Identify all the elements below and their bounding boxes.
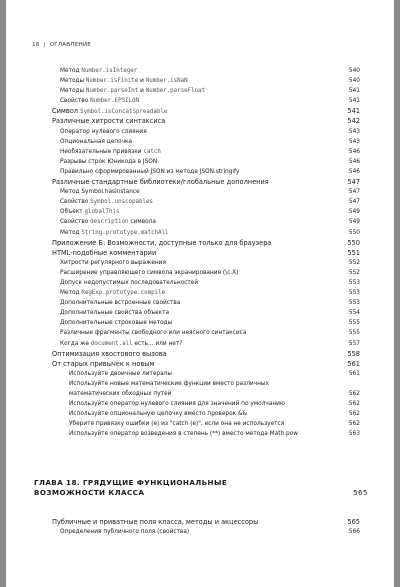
toc-entry-page: 550	[347, 238, 360, 247]
text-fragment: Дополнительные встроенные свойства	[60, 300, 181, 307]
toc-entry-title	[52, 517, 258, 527]
text-fragment: Методы	[60, 88, 86, 95]
toc-entry	[6, 278, 394, 288]
toc-entry-title	[52, 177, 269, 187]
text-fragment: Различные стандартные библиотеки/глобальные дополнения	[52, 178, 269, 187]
toc-entry-title	[52, 349, 167, 359]
toc-entry-page: 562	[348, 421, 360, 428]
toc-entry	[6, 157, 394, 167]
toc-entry	[6, 197, 394, 207]
text-fragment: Метод	[60, 68, 82, 74]
toc-entry	[6, 318, 394, 328]
toc-entry-page: 563	[348, 431, 360, 438]
toc-entry-title	[52, 238, 271, 248]
code-fragment: globalThis	[84, 209, 120, 216]
toc-entry-page: 555	[348, 320, 360, 327]
text-fragment: и	[138, 88, 146, 95]
toc-entry	[6, 419, 394, 429]
text-fragment: Публичные и приватные поля класса, методы и акцессоры	[52, 518, 259, 526]
toc-entry	[6, 147, 394, 157]
toc-entry-page: 562	[348, 411, 360, 418]
toc-entry-title	[60, 86, 205, 96]
toc-entry	[6, 349, 394, 359]
toc-entry-page: 551	[347, 248, 360, 257]
toc-entry	[6, 86, 394, 96]
toc-entry-title	[69, 409, 247, 419]
text-fragment: Дополнительные свойства объекта	[60, 310, 170, 317]
toc-entry	[6, 298, 394, 308]
toc-entry-title	[60, 318, 172, 328]
text-fragment: Уберите привязку ошибки (e) из "catch (e)", если она не используется	[69, 421, 285, 428]
chapter-heading	[34, 478, 374, 498]
toc-entry-page: 553	[348, 300, 360, 307]
toc-entry-page: 562	[348, 401, 360, 408]
text-fragment: Опциональная цепочка	[60, 138, 133, 145]
toc-entry-page: 541	[347, 107, 360, 116]
toc-entry-page: 565	[347, 518, 360, 526]
code-fragment: catch	[143, 148, 161, 155]
text-fragment: Метод Symbol.hasInstance	[60, 189, 140, 196]
code-fragment: String.prototype.matchAll	[81, 229, 169, 236]
text-fragment: Используйте опциональную цепочку вместо проверок &&	[69, 411, 248, 418]
text-fragment: Объект	[60, 209, 85, 216]
toc-entry-page: 549	[348, 219, 360, 226]
book-page	[6, 0, 394, 587]
toc-entry-page: 566	[348, 529, 360, 536]
toc-entry-title	[60, 278, 198, 288]
code-fragment: Number.isNaN	[145, 78, 188, 85]
toc-entry	[6, 339, 394, 349]
toc-entry-title	[60, 76, 188, 86]
text-fragment: Дополнительные строковые методы	[60, 320, 173, 327]
toc-list	[6, 66, 394, 439]
header-page-number: 18	[32, 42, 40, 48]
toc-entry-page: 554	[348, 310, 360, 317]
toc-entry-title	[69, 419, 284, 429]
toc-entry	[6, 238, 394, 248]
toc-entry	[6, 137, 394, 147]
text-fragment: Необязательные привязки	[60, 148, 144, 155]
header-separator: |	[43, 42, 46, 48]
toc-entry-page: 547	[347, 178, 360, 187]
toc-entry	[6, 399, 394, 409]
toc-entry	[6, 96, 394, 106]
chapter-page-number: 565	[353, 488, 368, 497]
text-fragment: Свойство	[60, 199, 91, 206]
toc-entry-title	[60, 288, 165, 298]
toc-entry	[6, 288, 394, 298]
toc-entry-title	[60, 217, 156, 227]
toc-entry-page: 561	[347, 359, 360, 368]
toc-entry	[6, 217, 394, 227]
toc-entry	[6, 369, 394, 379]
text-fragment: Правильно сформированный JSON из метода JSON.stringify	[60, 168, 240, 175]
toc-entry	[6, 517, 394, 527]
toc-entry-page: 552	[348, 269, 360, 276]
text-fragment: Хитрости регулярного выражения	[60, 259, 166, 266]
toc-entry-page: 541	[348, 88, 360, 95]
text-fragment: Используйте оператор нулевого слияния для значений по умолчанию	[69, 401, 285, 408]
toc-entry-title	[60, 147, 161, 157]
text-fragment: Различные хитрости синтаксиса	[52, 117, 166, 126]
text-fragment: HTML-подобные комментарии	[52, 248, 157, 257]
toc-entry-title	[52, 248, 156, 258]
toc-entry-title	[60, 258, 166, 268]
toc-entry-title	[60, 127, 147, 137]
text-fragment: Метод	[60, 290, 82, 297]
toc-entry	[6, 66, 394, 76]
toc-entry-page: 557	[348, 340, 360, 347]
toc-entry	[6, 116, 394, 126]
toc-entry	[6, 379, 394, 389]
toc-entry	[6, 429, 394, 439]
text-fragment: Когда же	[60, 340, 91, 347]
running-head	[32, 42, 91, 48]
toc-entry-title	[60, 96, 139, 106]
toc-entry-title	[52, 116, 165, 126]
code-fragment: Number.parseFloat	[145, 88, 206, 95]
toc-entry-page: 542	[347, 117, 360, 126]
toc-entry-page: 550	[348, 229, 360, 236]
toc-entry-title	[60, 197, 153, 207]
toc-entry-page: 543	[348, 128, 360, 135]
toc-entry-page: 546	[348, 148, 360, 155]
toc-entry-title	[60, 339, 182, 349]
toc-entry-title	[69, 379, 269, 389]
toc-entry	[6, 228, 394, 238]
toc-entry	[6, 409, 394, 419]
toc-entry-title	[69, 369, 172, 379]
text-fragment: Свойство	[60, 219, 91, 226]
toc-entry-title	[69, 389, 171, 399]
toc-entry-title	[69, 399, 285, 409]
text-fragment: Метод	[60, 229, 82, 236]
code-fragment: Number.parseInt	[85, 88, 139, 95]
text-fragment: Приложение Б: Возможности, доступные только для браузера	[52, 238, 272, 247]
text-fragment: Используйте двоичные литералы	[69, 370, 172, 377]
toc-entry	[6, 207, 394, 217]
toc-entry-page: 552	[348, 259, 360, 266]
toc-entry-title	[60, 157, 157, 167]
toc-entry-page: 546	[348, 158, 360, 165]
text-fragment: символа	[128, 219, 156, 226]
text-fragment: Методы	[60, 78, 86, 85]
text-fragment: Свойство	[60, 98, 91, 105]
toc-entry-title	[60, 527, 189, 537]
toc-entry	[6, 359, 394, 369]
toc-entry-page: 540	[348, 78, 360, 85]
toc-entry-title	[60, 268, 238, 278]
toc-entry	[6, 177, 394, 187]
text-fragment: Разрывы строк Юникода в JSON	[60, 158, 158, 165]
toc-entry	[6, 76, 394, 86]
toc-entry-title	[60, 298, 180, 308]
text-fragment: математических обходных путей	[69, 391, 172, 397]
toc-entry	[6, 308, 394, 318]
toc-entry	[6, 187, 394, 197]
chapter-title-line2: ВОЗМОЖНОСТИ КЛАССА	[34, 488, 145, 497]
toc-entry-page: 553	[348, 279, 360, 286]
toc-entry	[6, 127, 394, 137]
toc-entry	[6, 167, 394, 177]
toc-entry-title	[60, 187, 140, 197]
text-fragment: Оптимизация хвостового вызова	[52, 349, 167, 358]
text-fragment: Используйте оператор возведения в степень (**) вместо метода Math.pow	[69, 431, 298, 438]
toc-entry-page: 543	[348, 138, 360, 145]
code-fragment: document.all	[90, 340, 133, 347]
code-fragment: Number.isInteger	[81, 68, 138, 74]
toc-entry	[6, 258, 394, 268]
text-fragment: Допуск недопустимых последовательностей	[60, 279, 199, 286]
toc-entry-page: 558	[347, 349, 360, 358]
toc-entry	[6, 248, 394, 258]
toc-entry-page: 541	[348, 98, 360, 105]
text-fragment: От старых привычек к новым	[52, 359, 155, 368]
text-fragment: Различные фрагменты свободного или неясного синтаксиса	[60, 330, 247, 337]
toc-entry-title	[52, 359, 154, 369]
toc-entry	[6, 389, 394, 399]
code-fragment: description	[90, 219, 129, 226]
code-fragment: RegExp.prototype.compile	[81, 290, 166, 297]
chapter-title-line1: ГЛАВА 18. ГРЯДУЩИЕ ФУНКЦИОНАЛЬНЫЕ	[34, 478, 228, 487]
header-title: ОГЛАВЛЕНИЕ	[49, 42, 91, 48]
text-fragment: Оператор нулевого слияния	[60, 128, 147, 135]
code-fragment: Number.isFinite	[85, 78, 139, 85]
toc-entry-title	[69, 429, 298, 439]
toc-entry-page: 561	[348, 370, 360, 377]
toc-entry-page: 546	[348, 168, 360, 175]
text-fragment: и	[138, 78, 146, 85]
toc-list-chapter-18	[6, 517, 394, 537]
text-fragment: есть... или нет?	[132, 340, 183, 347]
toc-entry-title	[60, 66, 137, 76]
toc-entry-title	[60, 228, 169, 238]
toc-entry-title	[60, 308, 169, 318]
toc-entry	[6, 106, 394, 116]
toc-entry	[6, 268, 394, 278]
toc-entry-page: 562	[348, 391, 360, 397]
text-fragment: Символ	[52, 107, 81, 116]
toc-entry-page: 553	[348, 290, 360, 297]
code-fragment: Symbol.unscopables	[90, 199, 153, 206]
toc-entry-page: 540	[348, 68, 360, 74]
toc-entry	[6, 328, 394, 338]
toc-entry-title	[60, 167, 239, 177]
toc-entry-page: 547	[348, 189, 360, 196]
toc-entry	[6, 527, 394, 537]
toc-entry-title	[60, 207, 119, 217]
toc-entry-title	[60, 137, 132, 147]
text-fragment: Расширение управляющего символа экранирования (\c.X)	[60, 269, 239, 276]
text-fragment: Используйте новые математические функции вместо различных	[69, 380, 269, 387]
code-fragment: Number.EPSILON	[90, 98, 140, 105]
code-fragment: Symbol.isConcatSpreadable	[80, 109, 168, 116]
toc-entry-page: 555	[348, 330, 360, 337]
toc-entry-title	[60, 328, 246, 338]
toc-entry-page: 549	[348, 209, 360, 216]
text-fragment: Определения публичного поля (свойства)	[60, 529, 190, 536]
toc-entry-page: 547	[348, 199, 360, 206]
